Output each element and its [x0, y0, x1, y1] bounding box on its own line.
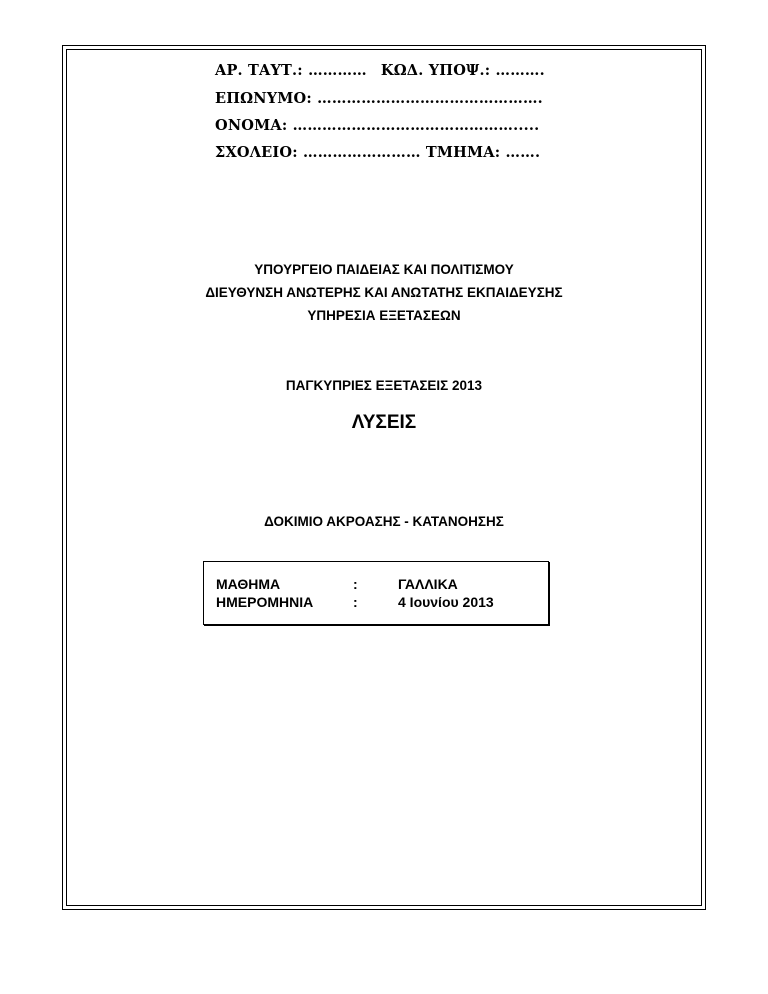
class-field[interactable]: ΤΜΗΜΑ: ……. — [425, 144, 541, 161]
subject-row — [204, 576, 548, 594]
name-field[interactable]: ΟΝΟΜΑ: ………………………………………..... — [215, 117, 540, 134]
exams-title: ΠΑΓΚΥΠΡΙΕΣ ΕΞΕΤΑΣΕΙΣ 2013 — [285, 378, 483, 393]
date-colon: : — [353, 594, 358, 610]
date-label: ΗΜΕΡΟΜΗΝΙΑ — [216, 594, 314, 610]
subject-colon: : — [353, 576, 358, 592]
school-field[interactable]: ΣΧΟΛΕΙΟ: …………………… — [215, 144, 421, 161]
test-title: ΔΟΚΙΜΙΟ ΑΚΡΟΑΣΗΣ - ΚΑΤΑΝΟΗΣΗΣ — [264, 514, 504, 529]
solutions-title: ΛΥΣΕΙΣ — [351, 412, 417, 433]
date-value: 4 Ιουνίου 2013 — [398, 594, 494, 610]
subject-label: ΜΑΘΗΜΑ — [216, 576, 281, 592]
id-line — [215, 62, 545, 79]
page-border-inner — [66, 49, 702, 906]
candidate-code-field[interactable]: ΚΩΔ. ΥΠΟΨ.: ………. — [380, 62, 545, 79]
ministry-heading: ΥΠΟΥΡΓΕΙΟ ΠΑΙΔΕΙΑΣ ΚΑΙ ΠΟΛΙΤΙΣΜΟΥ — [254, 262, 514, 277]
id-number-field[interactable]: ΑΡ. ΤΑΥΤ.: ………… — [215, 62, 367, 79]
surname-field[interactable]: ΕΠΩΝΥΜΟ: ………………………………………. — [215, 90, 543, 107]
subject-info-box — [203, 561, 549, 625]
date-row — [204, 594, 548, 612]
directorate-heading: ΔΙΕΥΘΥΝΣΗ ΑΝΩΤΕΡΗΣ ΚΑΙ ΑΝΩΤΑΤΗΣ ΕΚΠΑΙΔΕΥΣΗΣ — [205, 285, 563, 300]
school-line — [215, 144, 540, 161]
service-heading: ΥΠΗΡΕΣΙΑ ΕΞΕΤΑΣΕΩΝ — [307, 308, 461, 323]
subject-value: ΓΑΛΛΙΚΑ — [398, 576, 458, 592]
